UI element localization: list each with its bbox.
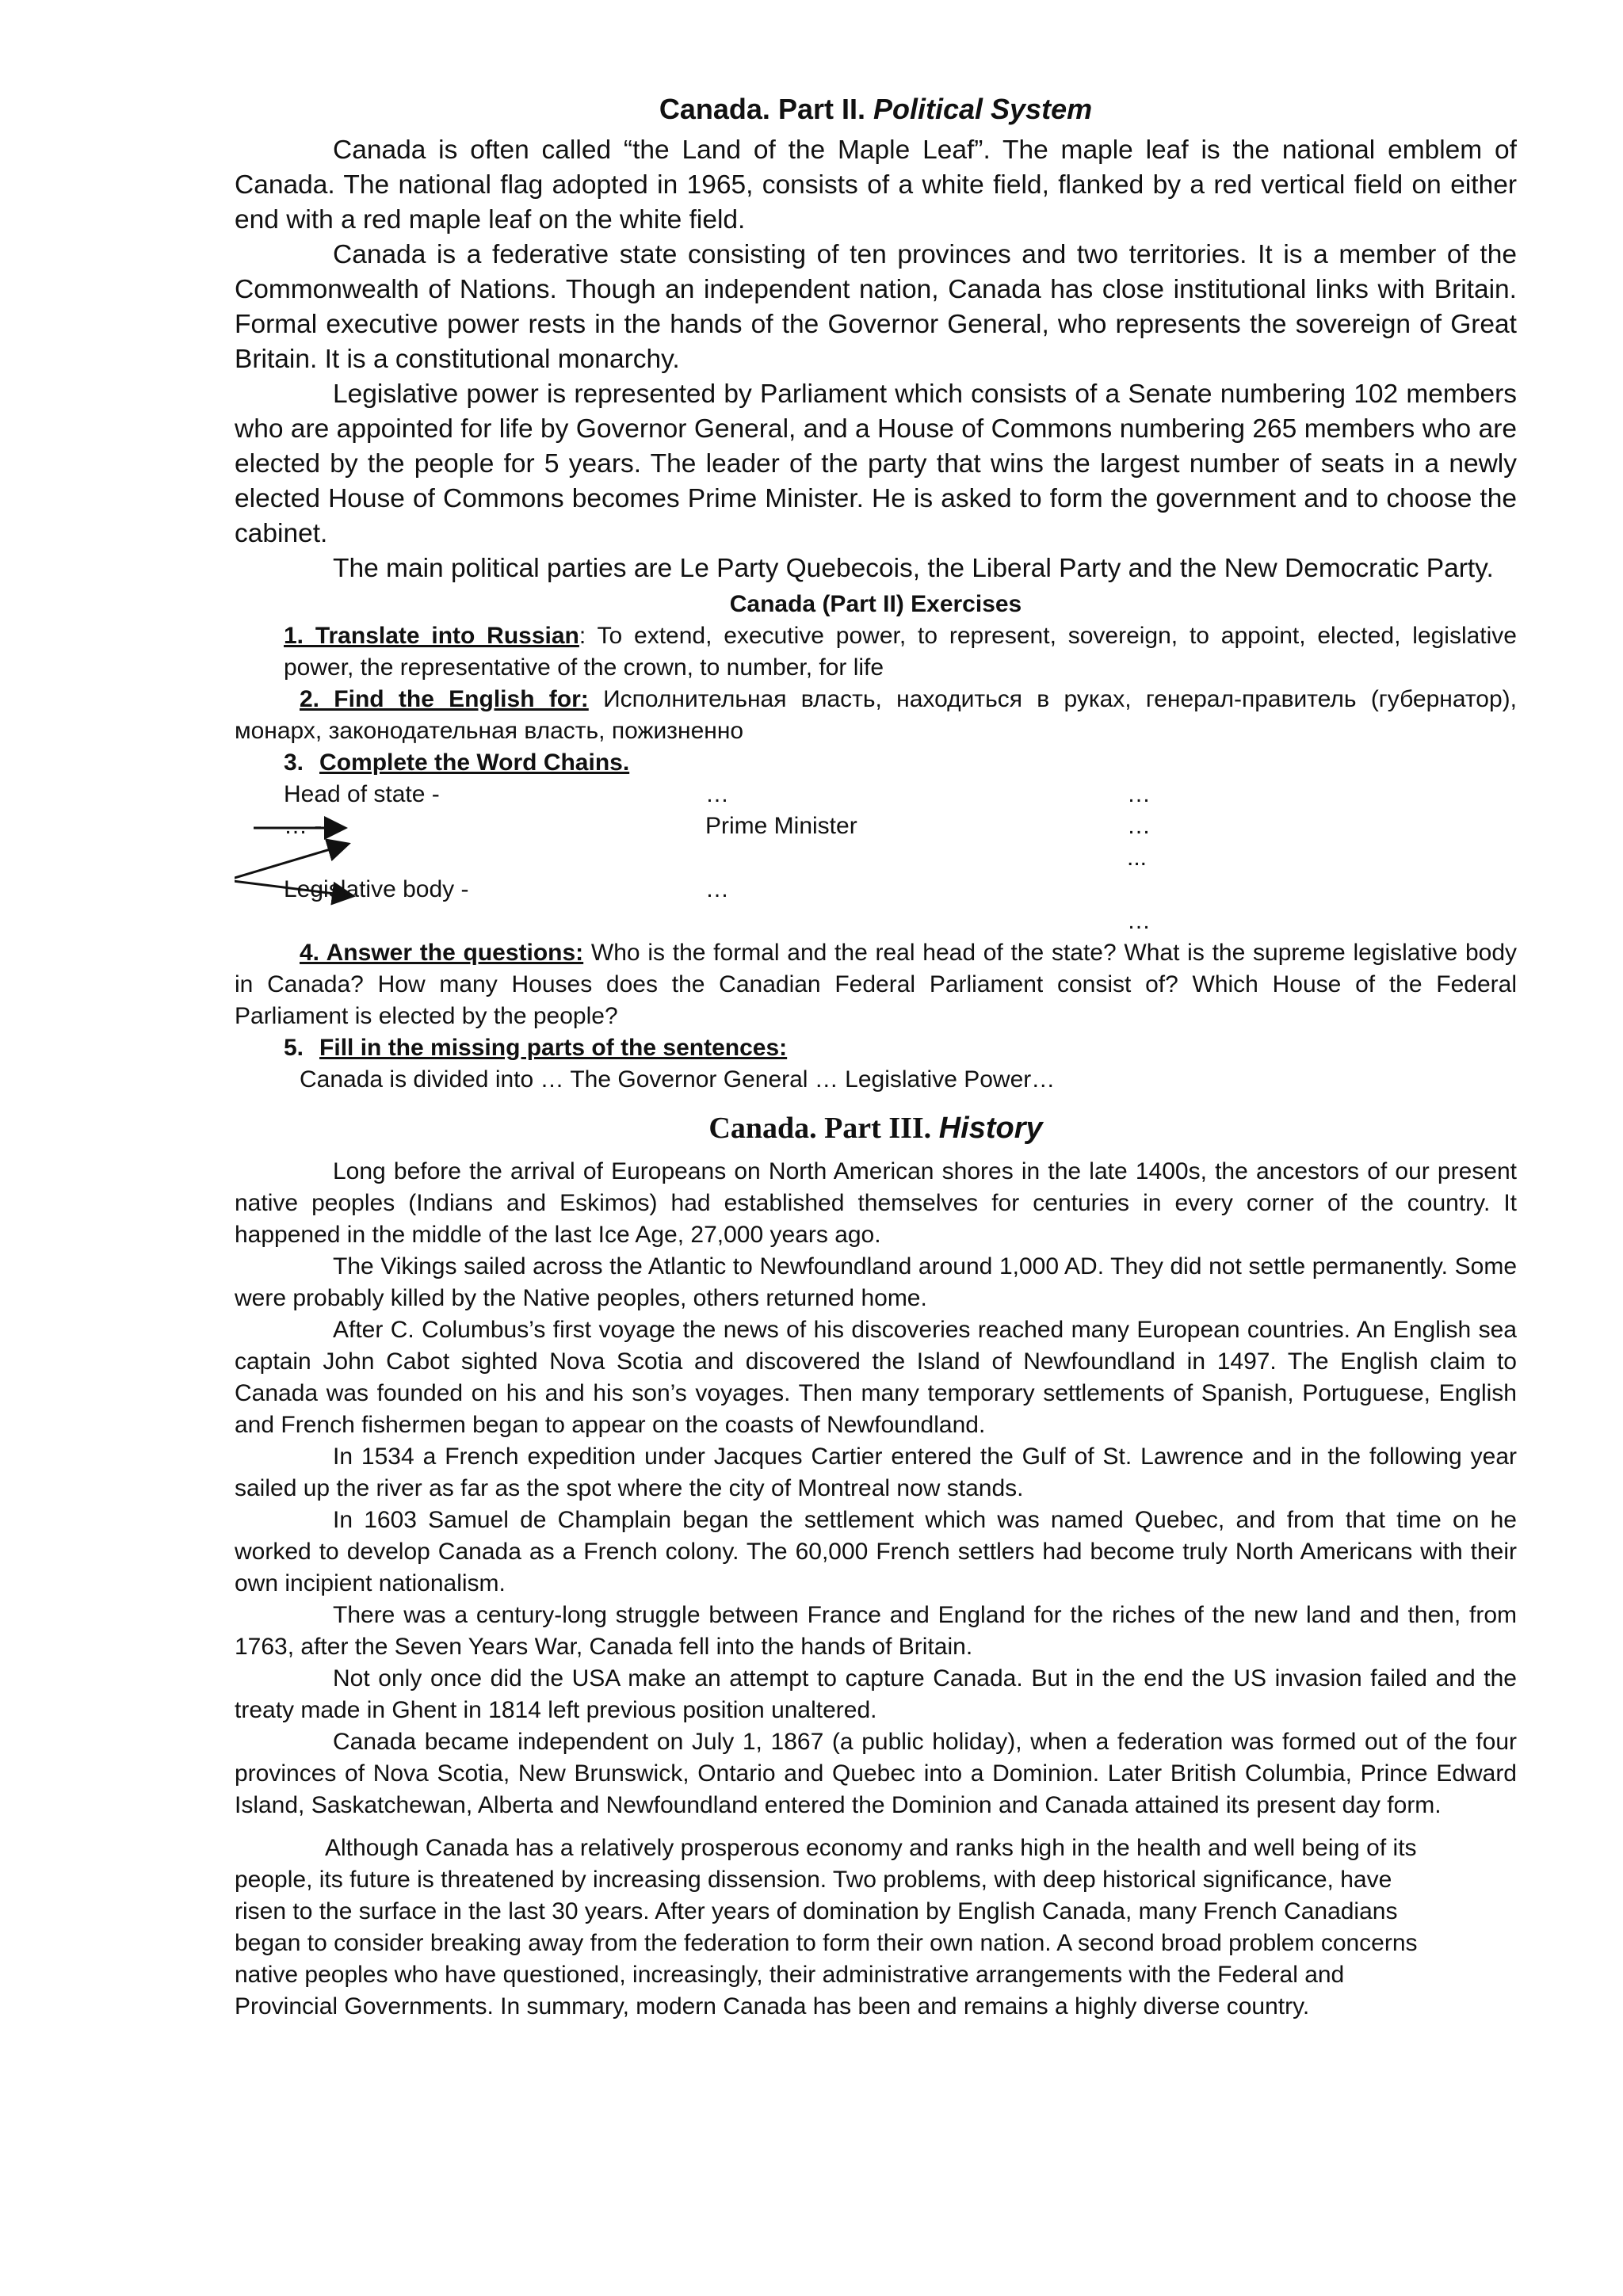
exercise-2	[235, 684, 1517, 747]
exercise-1	[235, 620, 1517, 684]
part2-paragraph: Legislative power is represented by Parliament which consists of a Senate numbering 102 members who are appointed for life by Governor General, and a House of Commons numbering 265 members who are elected by the people for 5 years. The leader of the party that wins the largest number of seats in a newly elected House of Commons becomes Prime Minister. He is asked to form the government and to choose the cabinet.	[235, 379, 1517, 548]
document-page	[235, 86, 1517, 2023]
part3-paragraph: After C. Columbus’s first voyage the news of his discoveries reached many European countries. An English sea captain John Cabot sighted Nova Scotia and discovered the Island of Newfoundland in 1497. The English claim to Canada was founded on his and his son’s voyages. Then many temporary settlements of Spanish, Portuguese, English and French fishermen began to appear on the coasts of Newfoundland.	[235, 1317, 1517, 1438]
exercise-5-heading	[235, 1032, 1517, 1064]
part3-paragraph: Canada became independent on July 1, 1867 (a public holiday), when a federation was formed out of the four provinces of Nova Scotia, New Brunswick, Ontario and Quebec into a Dominion. Later British Columbia, Prince Edward Island, Saskatchewan, Alberta and Newfoundland entered the Dominion and Canada attained its present day form.	[235, 1729, 1517, 1818]
chain-blank: …	[1127, 908, 1151, 934]
part2-paragraph: Canada is often called “the Land of the Maple Leaf”. The maple leaf is the national emblem of Canada. The national flag adopted in 1965, consists of a white field, flanked by a red vertical field on either end with a red maple leaf on the white field.	[235, 135, 1517, 235]
part3-closing	[235, 1833, 1517, 2023]
exercise-1-text: : To extend, executive power, to represent, sovereign, to appoint, elected, legislative power, the representative of the crown, to number, for life	[284, 623, 1517, 681]
part3-paragraph: In 1603 Samuel de Champlain began the settlement which was named Quebec, and from that time on he worked to develop Canada as a French colony. The 60,000 French settlers had become truly North Americans with their own incipient nationalism.	[235, 1507, 1517, 1596]
part2-paragraph: Canada is a federative state consisting of ten provinces and two territories. It is a member of the Commonwealth of Nations. Though an independent nation, Canada has close institutional links with Britain. Formal executive power rests in the hands of the Governor General, who represents the sovereign of Great Britain. It is a constitutional monarchy.	[235, 240, 1517, 374]
part2-title-sub: Political System	[873, 93, 1093, 125]
part2-paragraph: The main political parties are Le Party Quebecois, the Liberal Party and the New Democratic Party.	[333, 554, 1494, 583]
exercise-5-text: Canada is divided into … The Governor General … Legislative Power…	[300, 1066, 1056, 1093]
part3-paragraph: There was a century-long struggle between France and England for the riches of the new land and then, from 1763, after the Seven Years War, Canada fell into the hands of Britain.	[235, 1602, 1517, 1660]
exercise-2-label: 2. Find the English for:	[300, 686, 589, 712]
exercise-5-number: 5.	[284, 1035, 304, 1061]
chain-blank: …	[705, 876, 729, 902]
part3-paragraph: Not only once did the USA make an attempt to capture Canada. But in the end the US invasion failed and the treaty made in Ghent in 1814 left previous position unaltered.	[235, 1665, 1517, 1723]
exercises-title: Canada (Part II) Exercises	[729, 591, 1022, 617]
exercise-4	[235, 937, 1517, 1032]
exercise-5-label: Fill in the missing parts of the sentences:	[319, 1035, 788, 1061]
chain-blank: …	[705, 781, 729, 807]
exercise-1-label: 1. Translate into Russian	[284, 623, 579, 649]
part3-paragraph: In 1534 a French expedition under Jacques Cartier entered the Gulf of St. Lawrence and in the following year sailed up the river as far as the spot where the city of Montreal now stands.	[235, 1444, 1517, 1501]
part3-title-main: Canada. Part III.	[708, 1112, 939, 1145]
chain-blank: ...	[1127, 845, 1148, 871]
part3-title-sub: History	[938, 1112, 1043, 1145]
part3-paragraph: Long before the arrival of Europeans on North American shores in the late 1400s, the ancestors of our present native peoples (Indians and Eskimos) had established themselves for centuries in every corner of the country. It happened in the middle of the last Ice Age, 27,000 years ago.	[235, 1158, 1517, 1248]
chain-head-of-state: Head of state -	[284, 781, 440, 807]
part3-title	[235, 1108, 1517, 1148]
part2-title	[235, 86, 1517, 133]
chain-blank: …	[1127, 813, 1151, 839]
exercise-2-text: Исполнительная власть, находиться в руках, генерал-правитель (губернатор), монарх, законодательная власть, пожизненно	[235, 686, 1517, 744]
chain-prime-minister: Prime Minister	[705, 813, 857, 839]
exercise-4-label: 4. Answer the questions:	[300, 940, 584, 966]
chain-unknown-term: … -	[284, 813, 323, 839]
exercise-3-label: Complete the Word Chains.	[319, 749, 630, 776]
part3-closing-paragraph: Although Canada has a relatively prosperous economy and ranks high in the health and well being of its people, its future is threatened by increasing dissension. Two problems, with deep historical significance, have risen to the surface in the last 30 years. After years of domination by English Canada, many French Canadians began to consider breaking away from the federation to form their own nation. A second broad problem concerns native peoples who have questioned, increasingly, their administrative arrangements with the Federal and Provincial Governments. In summary, modern Canada has been and remains a highly diverse country.	[235, 1835, 1418, 2019]
exercise-4-text: Who is the formal and the real head of the state? What is the supreme legislative body in Canada? How many Houses does the Canadian Federal Parliament consist of? Which House of the Federal Parliament is elected by the people?	[235, 940, 1517, 1029]
chain-legislative-body: Legislative body -	[284, 876, 469, 902]
exercise-3-heading	[235, 747, 1517, 779]
word-chain	[235, 779, 1517, 937]
part3-paragraph: The Vikings sailed across the Atlantic to Newfoundland around 1,000 AD. They did not settle permanently. Some were probably killed by the Native peoples, others returned home.	[235, 1253, 1517, 1311]
chain-blank: …	[1127, 781, 1151, 807]
exercise-3-number: 3.	[284, 749, 304, 776]
part2-title-main: Canada. Part II.	[659, 93, 873, 125]
